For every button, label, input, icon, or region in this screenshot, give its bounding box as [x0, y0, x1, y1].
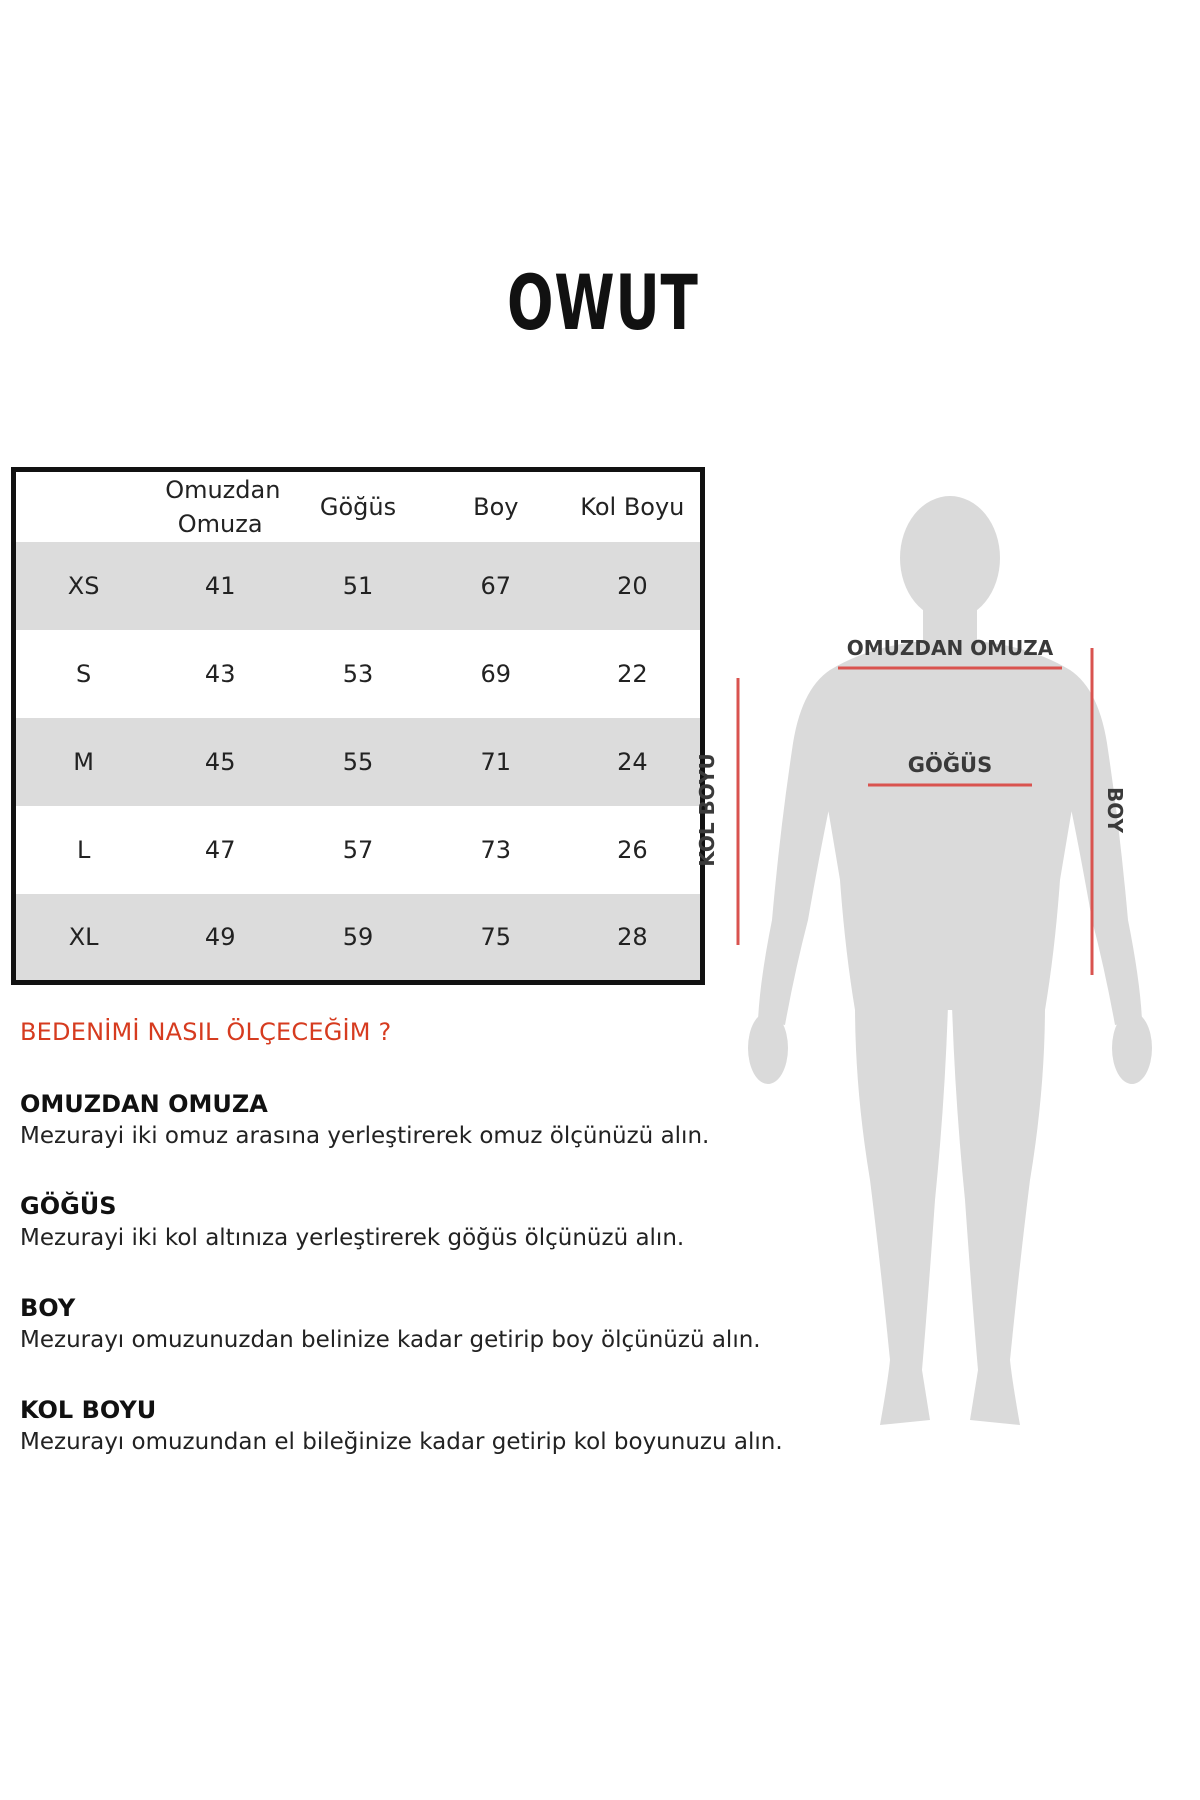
guide-length [20, 1292, 761, 1356]
figure-right-arm [1065, 670, 1142, 1025]
header-shoulder [151, 470, 289, 542]
header-sleeve: Kol Boyu [580, 492, 685, 521]
size-cell: S [76, 659, 92, 688]
chest-cell: 53 [342, 659, 374, 688]
guide-text: Mezurayi iki kol altınıza yerleştirerek göğüs ölçünüzü alın. [20, 1225, 685, 1251]
length-cell: 75 [480, 923, 512, 952]
length-cell: 73 [480, 836, 512, 865]
chest-cell: 59 [342, 923, 374, 952]
sleeve-cell: 24 [617, 747, 648, 776]
figure-left-hand [748, 1012, 788, 1084]
table-header-row [14, 470, 703, 542]
guide-shoulder [20, 1088, 710, 1152]
guide-chest [20, 1190, 705, 1254]
header-chest: Göğüs [319, 492, 397, 521]
length-cell: 67 [480, 571, 512, 600]
size-cell: L [76, 836, 91, 865]
table-row [14, 894, 703, 982]
length-label: BOY [1103, 786, 1127, 834]
size-cell: XS [67, 571, 100, 600]
sleeve-cell: 20 [617, 571, 648, 600]
shoulder-cell: 49 [204, 923, 236, 952]
shoulder-label: OMUZDAN OMUZA [846, 636, 1054, 660]
chest-cell: 55 [342, 747, 374, 776]
figure-head [900, 496, 1000, 620]
guide-title: OMUZDAN OMUZA [20, 1090, 268, 1118]
length-cell: 71 [480, 747, 512, 776]
size-cell: XL [68, 923, 99, 952]
guide-title: GÖĞÜS [20, 1192, 117, 1220]
header-length: Boy [473, 492, 519, 521]
size-chart-table [11, 467, 705, 985]
body-figure-svg [695, 500, 1170, 1460]
figure-left-leg [855, 1005, 948, 1425]
guide-title: BOY [20, 1294, 76, 1322]
length-cell: 69 [480, 659, 512, 688]
brand-logo: OWUT [507, 258, 699, 347]
chest-cell: 51 [342, 571, 374, 600]
how-to-measure-heading: BEDENİMİ NASIL ÖLÇECEĞİM ? [20, 1018, 392, 1046]
table-row [14, 718, 703, 806]
table-row [14, 806, 703, 894]
shoulder-cell: 45 [204, 747, 236, 776]
guide-text: Mezurayi iki omuz arasına yerleştirerek omuz ölçünüzü alın. [20, 1123, 710, 1149]
shoulder-cell: 47 [204, 836, 236, 865]
header-shoulder-label: Omuzdan Omuza [165, 475, 281, 538]
figure-right-hand [1112, 1012, 1152, 1084]
sleeve-cell: 28 [617, 923, 648, 952]
chest-cell: 57 [342, 836, 374, 865]
size-cell: M [73, 747, 94, 776]
shoulder-cell: 43 [204, 659, 236, 688]
guide-sleeve [20, 1394, 783, 1458]
figure-torso [818, 640, 1083, 1010]
guide-text: Mezurayı omuzundan el bileğinize kadar getirip kol boyunuzu alın. [20, 1429, 783, 1455]
body-figure [695, 500, 1170, 1460]
sleeve-cell: 26 [617, 836, 648, 865]
guide-title: KOL BOYU [20, 1396, 157, 1424]
table-row [14, 542, 703, 630]
guide-text: Mezurayı omuzunuzdan belinize kadar getirip boy ölçünüzü alın. [20, 1327, 761, 1353]
figure-right-leg [952, 1005, 1045, 1425]
sleeve-cell: 22 [617, 659, 648, 688]
sleeve-label: KOL BOYU [695, 753, 719, 867]
header-size [14, 470, 152, 542]
chest-label: GÖĞÜS [907, 753, 993, 777]
figure-left-arm [758, 670, 835, 1025]
shoulder-cell: 41 [204, 571, 236, 600]
table-row [14, 630, 703, 718]
